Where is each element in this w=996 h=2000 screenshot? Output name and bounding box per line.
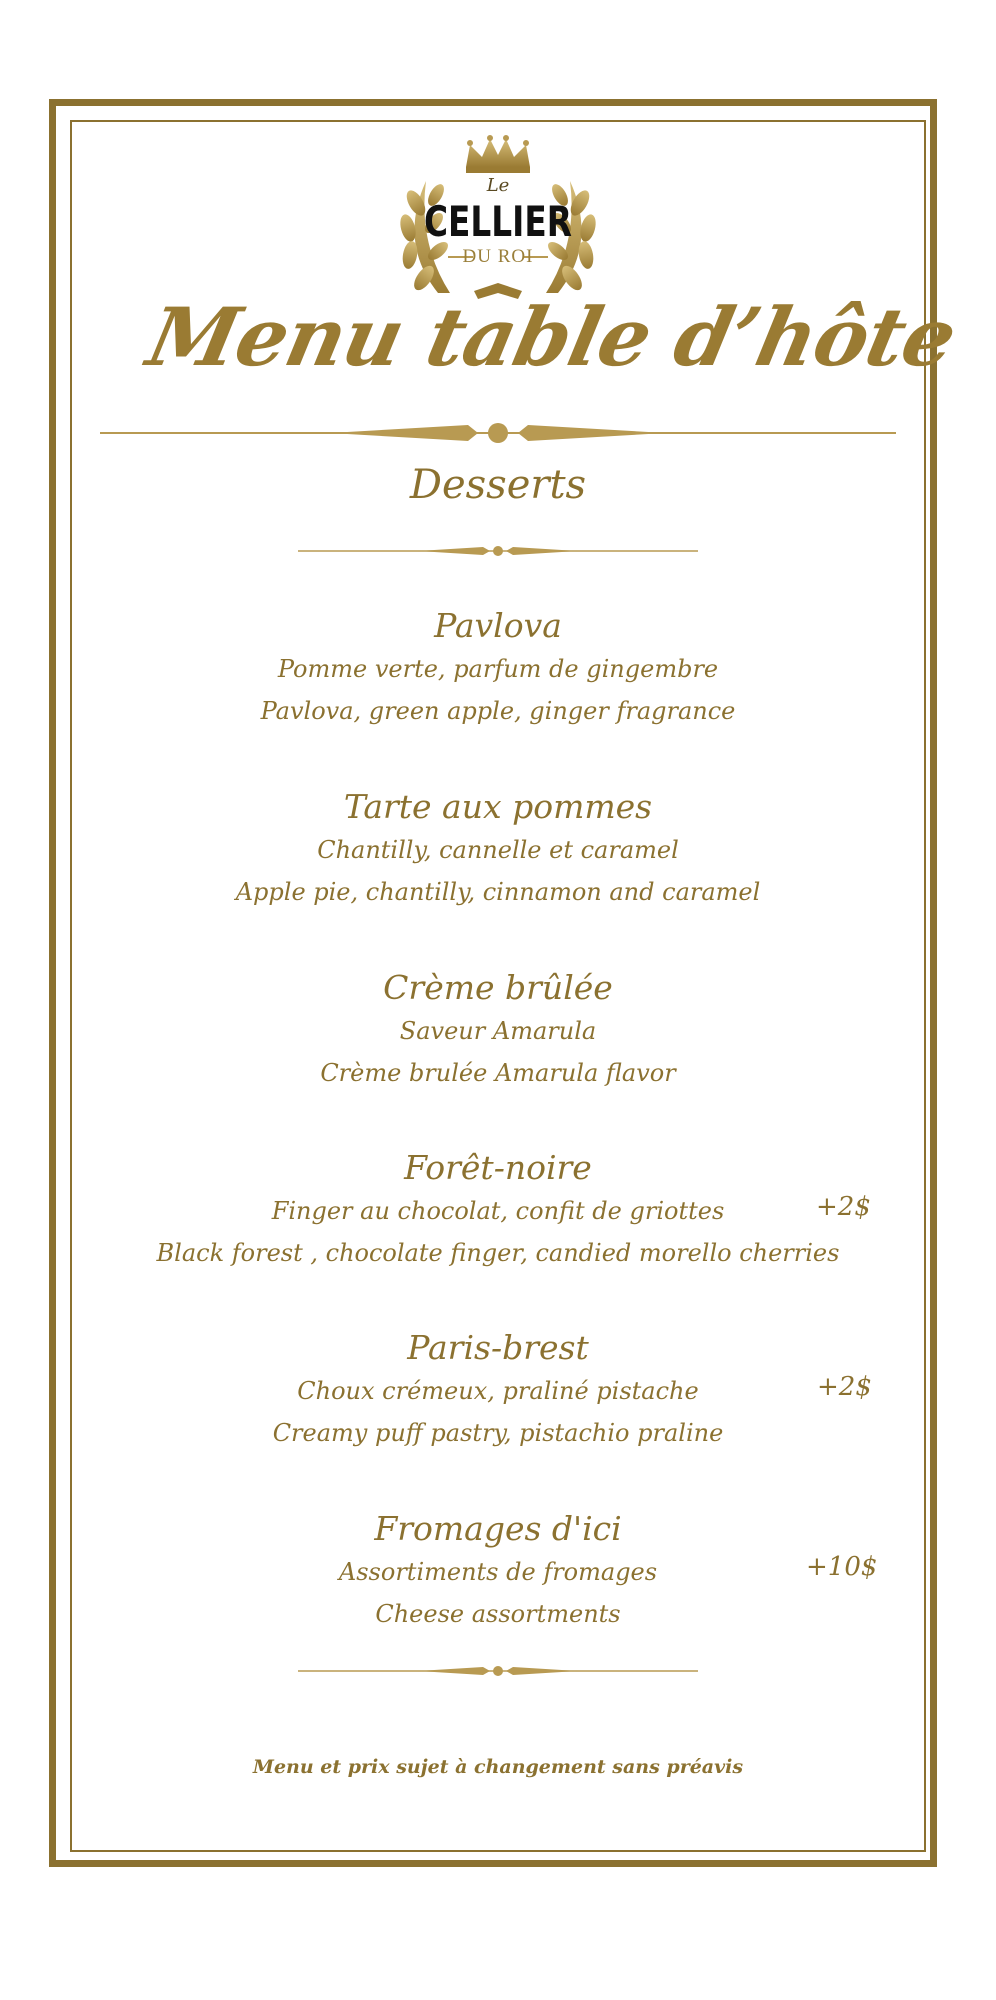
supplement-price: +2$ bbox=[817, 1372, 872, 1402]
supplement-price: +2$ bbox=[816, 1192, 871, 1222]
dessert-description-fr: Choux crémeux, praliné pistache bbox=[297, 1377, 699, 1405]
footer-note: Menu et prix sujet à changement sans préavis bbox=[252, 1756, 744, 1778]
dessert-name: Forêt-noire bbox=[404, 1148, 592, 1187]
section-title: Desserts bbox=[409, 462, 587, 508]
dessert-name: Tarte aux pommes bbox=[343, 787, 653, 826]
dessert-description-en: Cheese assortments bbox=[375, 1600, 621, 1628]
dessert-description-en: Creamy puff pastry, pistachio praline bbox=[272, 1419, 724, 1447]
dessert-name: Paris-brest bbox=[407, 1328, 589, 1367]
dessert-description-fr: Assortiments de fromages bbox=[338, 1558, 658, 1586]
supplement-price: +10$ bbox=[806, 1552, 878, 1582]
dessert-description-fr: Finger au chocolat, confit de griottes bbox=[271, 1197, 725, 1225]
dessert-name: Pavlova bbox=[434, 606, 562, 645]
ornament-divider-large bbox=[100, 418, 896, 448]
dessert-name: Fromages d'ici bbox=[374, 1509, 622, 1548]
dessert-description-fr: Saveur Amarula bbox=[399, 1017, 597, 1045]
dessert-description-en: Crème brulée Amarula flavor bbox=[320, 1059, 676, 1087]
ornament-divider-small bbox=[298, 544, 698, 558]
dessert-item bbox=[0, 604, 996, 732]
dessert-description-en: Black forest , chocolate finger, candied morello cherries bbox=[156, 1239, 840, 1267]
cellier-du-roi-logo bbox=[378, 133, 618, 308]
menu-title: Menu table d’hôte bbox=[140, 290, 964, 384]
dessert-item bbox=[0, 966, 996, 1094]
dessert-description-en: Pavlova, green apple, ginger fragrance bbox=[260, 697, 736, 725]
dessert-description-en: Apple pie, chantilly, cinnamon and caramel bbox=[235, 878, 761, 906]
dessert-item bbox=[0, 785, 996, 913]
logo-text-le: Le bbox=[486, 175, 510, 196]
ornament-divider-small bbox=[298, 1664, 698, 1678]
dessert-description-fr: Chantilly, cannelle et caramel bbox=[317, 836, 679, 864]
logo-text-cellier: CELLIER bbox=[424, 197, 572, 246]
dessert-description-fr: Pomme verte, parfum de gingembre bbox=[277, 655, 719, 683]
logo-text-du-roi: DU ROI bbox=[462, 246, 534, 267]
dessert-name: Crème brûlée bbox=[383, 968, 613, 1007]
